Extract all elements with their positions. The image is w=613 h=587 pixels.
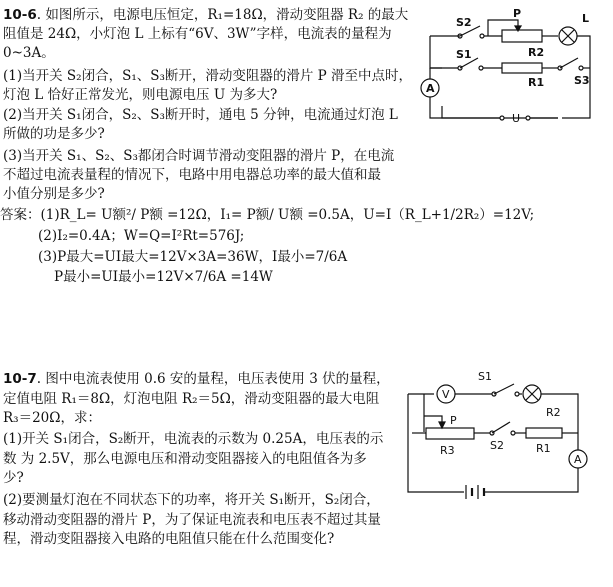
label-p: P [513,7,522,20]
problem-10-6-line-1: 10-6. 如图所示，电源电压恒定，R₁=18Ω，滑动变阻器 R₂ 的最大 [3,7,409,23]
problem-10-6-question-3b: 不超过电流表量程的情况下，电路中用电器总功率的最大值和最 [3,167,381,183]
switch-s1-contact [479,66,483,70]
problem-10-6-question-1b: 灯泡 L 恰好正常发光，则电源电压 U 为多大? [3,87,278,103]
label-r1: R1 [536,442,551,455]
circuit-diagram-10-6 [418,6,598,126]
answer-line-4: P最小=UI最小=12V×7/6A =14W [54,269,273,285]
problem-number: 10-6 [3,7,37,23]
problem-10-7-question-2a: (2)要测量灯泡在不同状态下的功率，将开关 S₁断开，S₂闭合， [3,492,380,508]
rheostat-r2 [502,30,542,42]
answer-line-1: 答案：(1)R_L= U额²/ P额 =12Ω，I₁= P额/ U额 =0.5A，U=I（R_L+1/2R₂）=12V; [0,207,535,223]
voltmeter-label: V [442,388,450,401]
terminal [500,116,504,120]
resistor-r1 [502,63,542,73]
label-l: L [582,12,590,25]
wire [430,68,502,118]
rheostat-r3 [426,428,474,439]
ammeter-label: A [574,453,582,466]
wire-left [408,394,464,492]
problem-number: 10-7 [3,371,37,387]
slider-p [488,20,518,36]
switch-s1-blade [494,384,514,394]
switch-s2-contact [480,34,484,38]
label-r2: R2 [546,406,561,419]
label-r3: R3 [440,444,455,457]
problem-10-7-question-2b: 移动滑动变阻器的滑片 P，为了保证电流表和电压表不超过其量 [3,512,381,528]
switch-s3-blade [560,58,578,68]
answer-line-2: (2)I₂=0.4A；W=Q=I²Rt=576J; [38,228,245,244]
problem-10-6-question-2b: 所做的功是多少? [3,126,105,142]
problem-10-7-line-3: R₃＝20Ω，求： [3,410,101,426]
label-s1: S1 [478,372,492,383]
label-s3: S3 [574,74,590,87]
label-p: P [450,414,457,427]
problem-10-6-question-3c: 小值分别是多少? [3,186,105,202]
problem-10-6-question-1a: (1)当开关 S₂闭合，S₁、S₃断开，滑动变阻器的滑片 P 滑至中点时， [3,68,413,84]
problem-10-7-line-1: 10-7. 图中电流表使用 0.6 安的量程，电压表使用 3 伏的量程， [3,371,390,387]
ammeter-label: A [426,82,435,95]
problem-10-7-question-1a: (1)开关 S₁闭合，S₂断开，电流表的示数为 0.25A，电压表的示 [3,431,384,447]
problem-10-7-question-1b: 数 为 2.5V，那么电源电压和滑动变阻器接入的电阻值各为多 [3,451,367,467]
problem-10-7-question-2c: 程，滑动变阻器接入电路的电阻值只能在什么范围变化? [3,531,335,547]
label-s2: S2 [490,439,504,452]
problem-10-6-line-2: 阻值是 24Ω，小灯泡 L 上标有“6V、3W”字样，电流表的量程为 [3,26,392,42]
problem-10-6-question-2a: (2)当开关 S₁闭合，S₂、S₃断开时，通电 5 分钟，电流通过灯泡 L [3,107,398,123]
label-u: U [512,112,521,125]
label-r1: R1 [528,76,545,89]
answer-line-3: (3)P最大=UI最大=12V×3A=36W，I最小=7/6A [38,249,348,265]
slider-arrow [439,422,445,428]
label-s1: S1 [456,48,472,61]
problem-10-7-line-2: 定值电阻 R₁＝8Ω，灯泡电阻 R₂＝5Ω，滑动变阻器的最大电阻 [3,391,380,407]
problem-10-7-question-1c: 少? [3,470,24,486]
wire [484,468,578,492]
problem-10-6-line-3: 0~3A。 [3,45,55,61]
circuit-diagram-10-7 [402,372,592,502]
terminal [526,116,530,120]
resistor-r1 [526,428,562,438]
switch-s2-blade [492,422,510,433]
switch-s2-contact [511,431,515,435]
label-s2: S2 [456,16,472,29]
switch-s1-contact [515,392,519,396]
problem-10-6-question-3a: (3)当开关 S₁、S₂、S₃都闭合时调节滑动变阻器的滑片 P，在电流 [3,148,395,164]
label-r2: R2 [528,46,545,59]
switch-s3-contact [579,66,583,70]
